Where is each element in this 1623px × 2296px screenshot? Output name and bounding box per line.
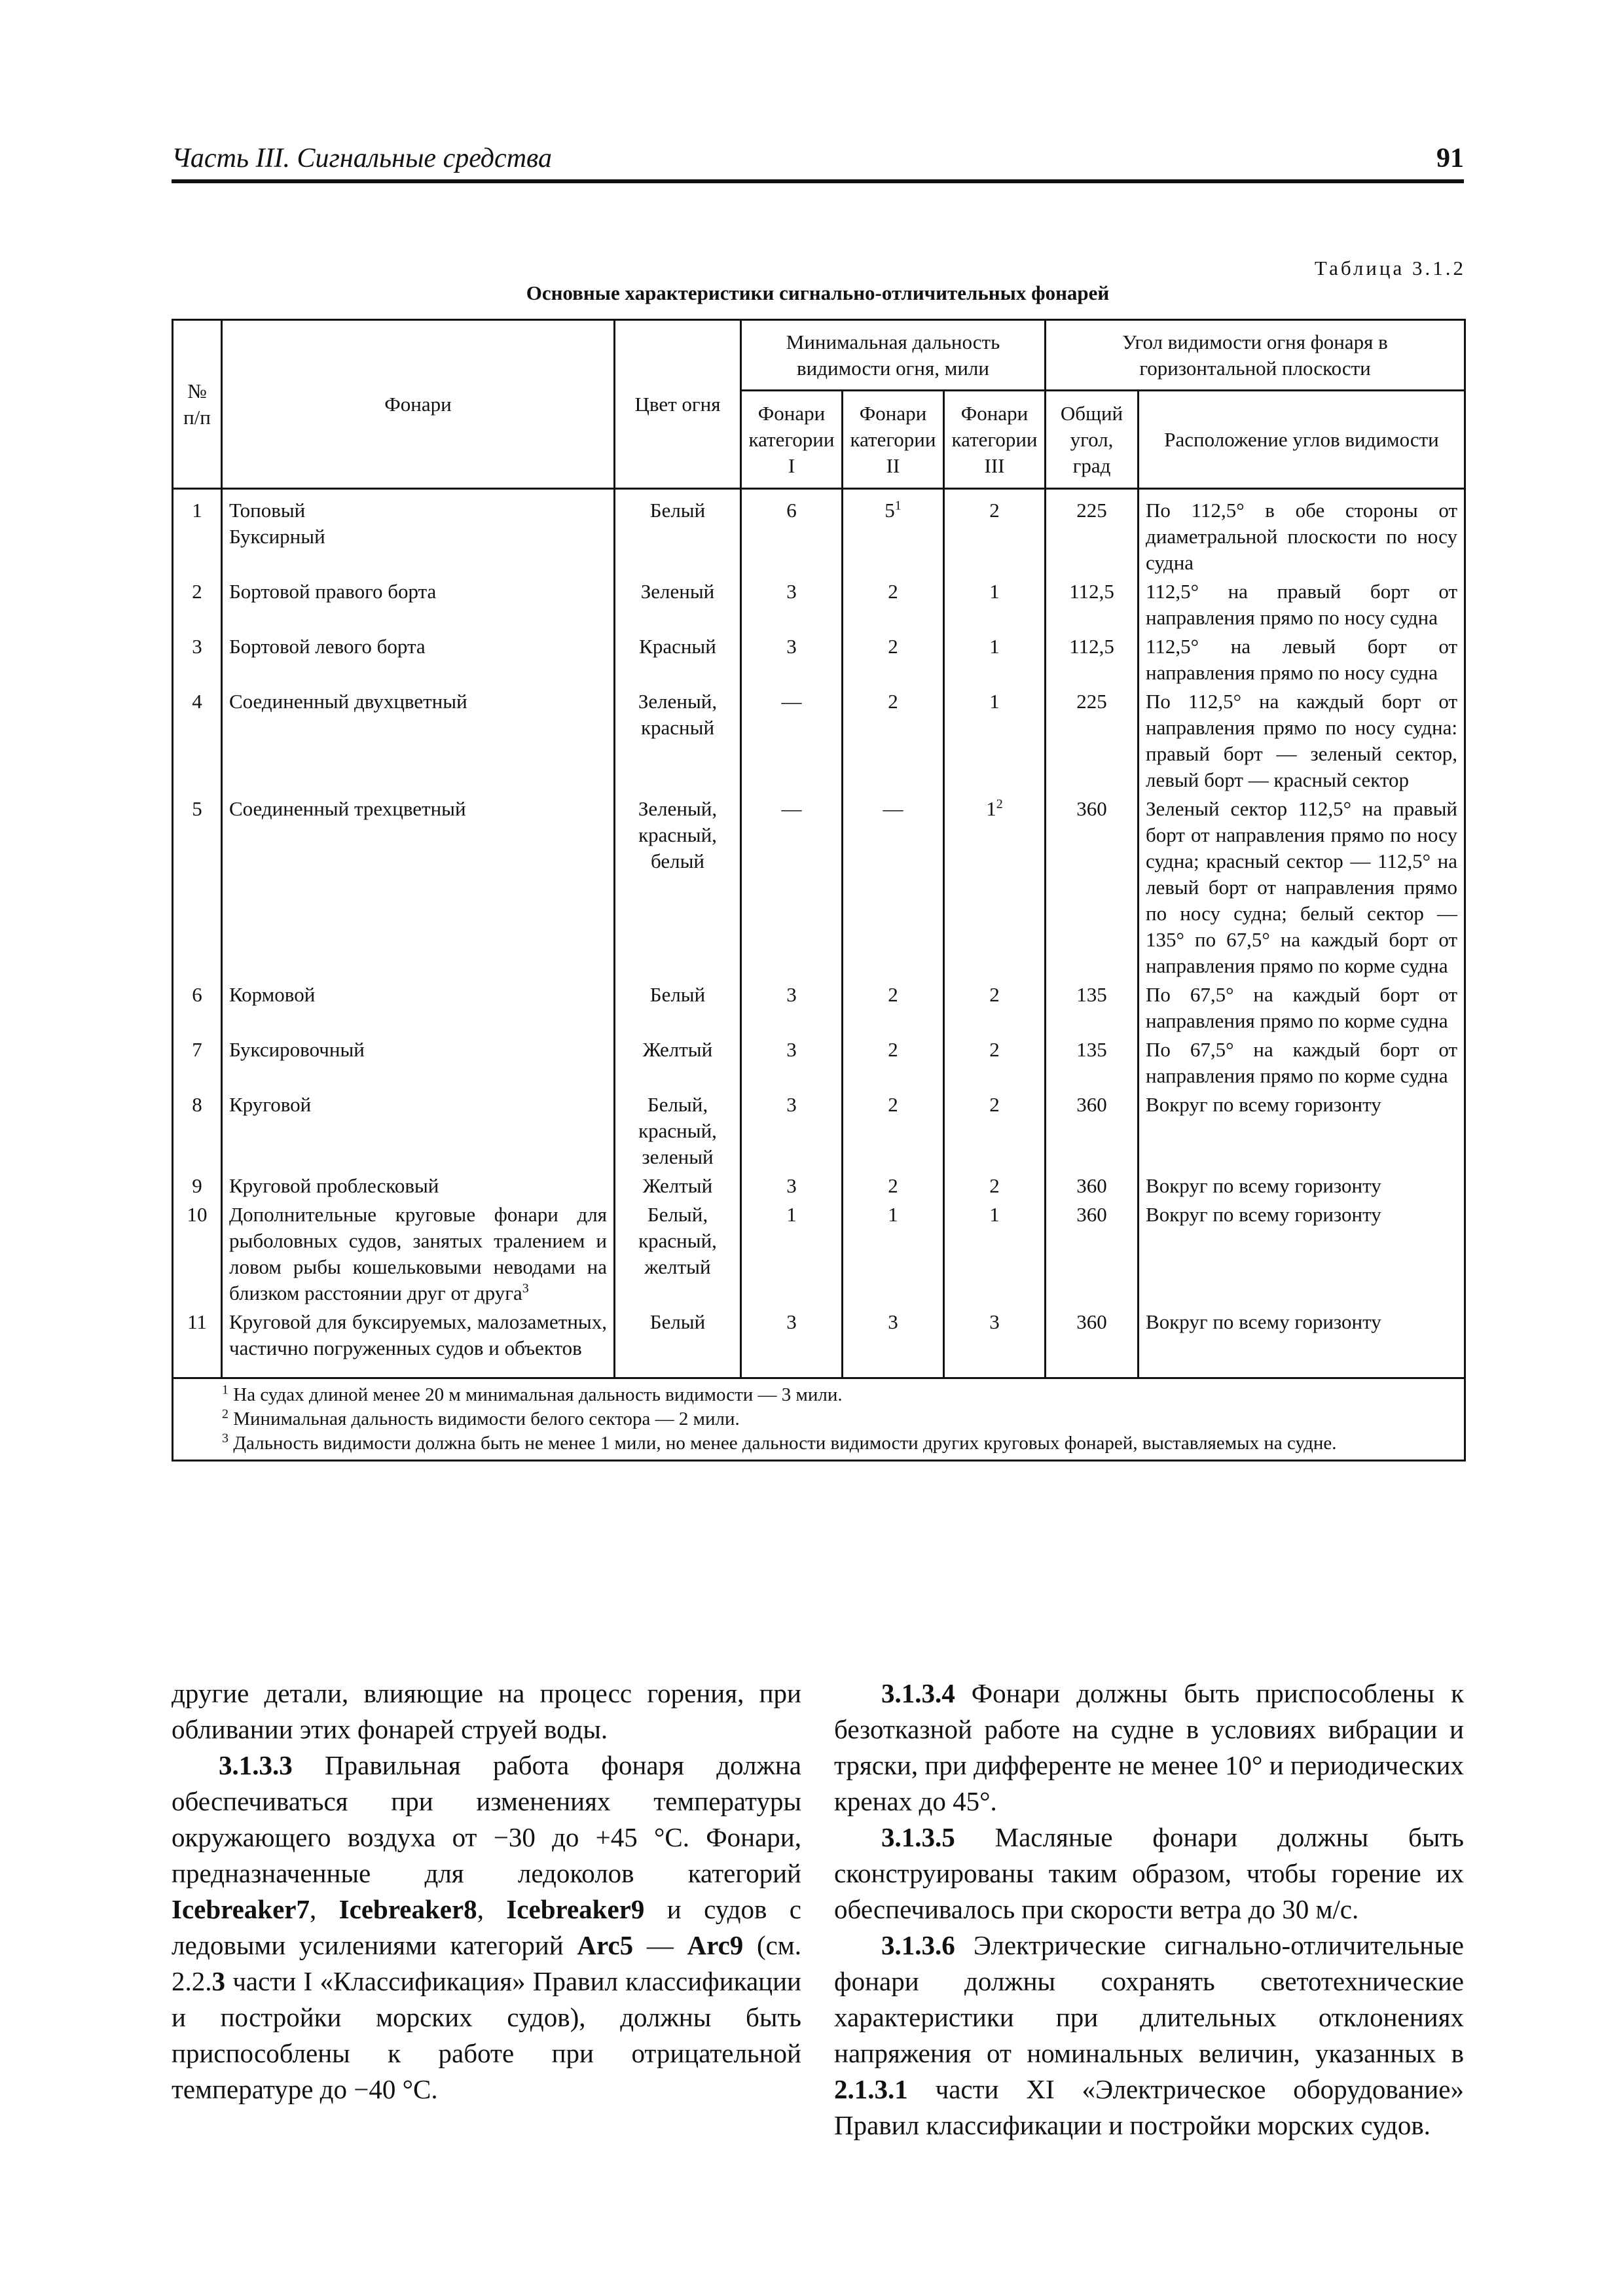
table-row (173, 632, 1465, 687)
cell-cat3: 2 (944, 980, 1046, 1035)
cell-cat3: 2 (944, 1090, 1046, 1172)
cell-name: Круговой проблесковый (222, 1172, 615, 1200)
cell-angle: 135 (1046, 1035, 1139, 1090)
cell-color: Зеленый, красный, белый (615, 795, 741, 980)
cell-cat1: 3 (741, 1090, 843, 1172)
cell-cat2: 3 (843, 1308, 944, 1378)
cell-number: 7 (173, 1035, 222, 1090)
cell-name: Топовый Буксирный (222, 489, 615, 578)
cell-cat3: 1 (944, 1200, 1046, 1308)
cell-layout: 112,5° на левый борт от направления прямо по носу судна (1139, 632, 1465, 687)
cell-name: Круговой для буксируемых, малозаметных, частично погруженных судов и объектов (222, 1308, 615, 1378)
cell-layout: Вокруг по всему горизонту (1139, 1090, 1465, 1172)
table-row (173, 1090, 1465, 1172)
footnote-2: $^2$ Минимальная дальность видимости белого сектора — 2 мили. (222, 1407, 740, 1429)
cell-layout: Вокруг по всему горизонту (1139, 1308, 1465, 1378)
cell-cat3: 1 (944, 632, 1046, 687)
cell-cat3: 3 (944, 1308, 1046, 1378)
cell-number: 8 (173, 1090, 222, 1172)
cell-color: Красный (615, 632, 741, 687)
cell-number: 3 (173, 632, 222, 687)
cell-cat3: 1 (944, 687, 1046, 795)
table-footnotes (173, 1378, 1465, 1461)
cell-number: 10 (173, 1200, 222, 1308)
table-row (173, 1200, 1465, 1308)
cell-cat3: 2 (944, 1035, 1046, 1090)
cell-cat2: $5^1$ (843, 489, 944, 578)
cell-name: Дополнительные круговые фонари для рыболовных судов, занятых тралением и ловом рыбы кошельковыми неводами на близком расстоянии друг от друга$^3$ (222, 1200, 615, 1308)
cell-angle: 225 (1046, 687, 1139, 795)
cell-cat2: 2 (843, 1090, 944, 1172)
paragraph-3-1-3-5: 3.1.3.5 Масляные фонари должны быть сконструированы таким образом, чтобы горение их обеспечивалось при скорости ветра до 30 м/с. (834, 1822, 1464, 1924)
cell-number: 2 (173, 577, 222, 632)
right-column (834, 1676, 1464, 2144)
table-title: Основные характеристики сигнально-отличительных фонарей (526, 281, 1110, 304)
page-header (172, 143, 1464, 183)
cell-number: 5 (173, 795, 222, 980)
cell-cat1: 3 (741, 1308, 843, 1378)
table-row (173, 980, 1465, 1035)
cell-color: Зеленый, красный (615, 687, 741, 795)
th-angle-group: Угол видимости огня фонаря в горизонтальной плоскости (1046, 320, 1465, 391)
cell-name: Бортовой правого борта (222, 577, 615, 632)
th-color: Цвет огня (615, 320, 741, 489)
table-row (173, 577, 1465, 632)
cell-cat3: 2 (944, 489, 1046, 578)
cell-cat1: 6 (741, 489, 843, 578)
cell-cat1: 3 (741, 632, 843, 687)
cell-cat3: $1^2$ (944, 795, 1046, 980)
cell-cat1: 1 (741, 1200, 843, 1308)
cell-layout: Вокруг по всему горизонту (1139, 1172, 1465, 1200)
cell-color: Белый, красный, зеленый (615, 1090, 741, 1172)
cell-cat1: — (741, 687, 843, 795)
cell-color: Белый (615, 980, 741, 1035)
cell-cat2: — (843, 795, 944, 980)
th-cat3: Фонари категории III (944, 391, 1046, 489)
cell-layout: Вокруг по всему горизонту (1139, 1200, 1465, 1308)
table-row (173, 489, 1465, 578)
running-title: Часть III. Сигнальные средства (172, 143, 552, 173)
cell-cat1: 3 (741, 980, 843, 1035)
paragraph-3-1-3-6: 3.1.3.6 Электрические сигнально-отличительные фонари должны сохранять светотехнические характеристики при длительных отклонениях напряжения от номинальных величин, указанных в 2.1.3.1 части XI «Электрическое оборудование» Правил классификации и постройки морских судов. (834, 1930, 1464, 2140)
cell-name: Соединенный двухцветный (222, 687, 615, 795)
cell-color: Белый (615, 1308, 741, 1378)
cell-angle: 360 (1046, 1090, 1139, 1172)
cell-cat2: 2 (843, 980, 944, 1035)
cell-cat2: 1 (843, 1200, 944, 1308)
cell-layout: По 67,5° на каждый борт от направления прямо по корме судна (1139, 980, 1465, 1035)
paragraph-3-1-3-3: 3.1.3.3 Правильная работа фонаря должна обеспечиваться при изменениях температуры окружающего воздуха от −30 до +45 °С. Фонари, предназначенные для ледоколов категорий Icebreaker7, Icebreaker8, Icebreaker9 и судов с ледовыми усилениями категорий Arc5 — Arc9 (см. 2.2.3 части I «Классификация» Правил классификации и постройки морских судов), должны быть приспособлены к работе при отрицательной температуре до −40 °С. (172, 1750, 802, 2104)
cell-name: Круговой (222, 1090, 615, 1172)
cell-layout: По 67,5° на каждый борт от направления прямо по корме судна (1139, 1035, 1465, 1090)
cell-number: 11 (173, 1308, 222, 1378)
cell-cat3: 2 (944, 1172, 1046, 1200)
cell-layout: 112,5° на правый борт от направления прямо по носу судна (1139, 577, 1465, 632)
page-number: 91 (1436, 143, 1464, 173)
cell-layout: Зеленый сектор 112,5° на правый борт от направления прямо по носу судна; красный сектор — 112,5° на левый борт от направления прямо по носу судна; белый сектор — 135° по 67,5° на каждый борт от направления прямо по корме судна (1139, 795, 1465, 980)
table-row (173, 1308, 1465, 1378)
cell-cat1: — (741, 795, 843, 980)
cell-cat2: 2 (843, 687, 944, 795)
cell-name: Соединенный трехцветный (222, 795, 615, 980)
table-number: Таблица 3.1.2 (1314, 257, 1466, 279)
cell-number: 6 (173, 980, 222, 1035)
cell-angle: 360 (1046, 1308, 1139, 1378)
footnote-3: $^3$ Дальность видимости должна быть не менее 1 мили, но менее дальности видимости других круговых фонарей, выставляемых на судне. (222, 1431, 1337, 1454)
cell-number: 4 (173, 687, 222, 795)
table-row (173, 795, 1465, 980)
th-cat1: Фонари категории I (741, 391, 843, 489)
cell-cat3: 1 (944, 577, 1046, 632)
cell-angle: 360 (1046, 795, 1139, 980)
table-row (173, 1035, 1465, 1090)
cell-angle: 225 (1046, 489, 1139, 578)
th-angle-layout: Расположение углов видимости (1139, 391, 1465, 489)
cell-number: 9 (173, 1172, 222, 1200)
cell-color: Белый (615, 489, 741, 578)
footnote-1: $^1$ На судах длиной менее 20 м минимальная дальность видимости — 3 мили. (222, 1382, 843, 1405)
cell-angle: 112,5 (1046, 577, 1139, 632)
cell-layout: По 112,5° на каждый борт от направления прямо по носу судна: правый борт — зеленый сектор, левый борт — красный сектор (1139, 687, 1465, 795)
cell-cat1: 3 (741, 1172, 843, 1200)
cell-cat2: 2 (843, 1035, 944, 1090)
table-row (173, 687, 1465, 795)
cell-name: Кормовой (222, 980, 615, 1035)
cell-name: Буксировочный (222, 1035, 615, 1090)
left-column (172, 1676, 801, 2108)
th-total-angle: Общий угол, град (1046, 391, 1139, 489)
paragraph: другие детали, влияющие на процесс горения, при обливании этих фонарей струей воды. (172, 1678, 801, 1744)
cell-angle: 360 (1046, 1172, 1139, 1200)
cell-cat2: 2 (843, 1172, 944, 1200)
cell-angle: 360 (1046, 1200, 1139, 1308)
cell-number: 1 (173, 489, 222, 578)
cell-cat1: 3 (741, 577, 843, 632)
cell-cat2: 2 (843, 577, 944, 632)
cell-angle: 135 (1046, 980, 1139, 1035)
th-num: № п/п (173, 320, 222, 489)
th-range-group: Минимальная дальность видимости огня, мили (741, 320, 1046, 391)
th-lights: Фонари (222, 320, 615, 489)
cell-color: Желтый (615, 1035, 741, 1090)
cell-color: Желтый (615, 1172, 741, 1200)
cell-color: Белый, красный, желтый (615, 1200, 741, 1308)
cell-layout: По 112,5° в обе стороны от диаметральной плоскости по носу судна (1139, 489, 1465, 578)
cell-angle: 112,5 (1046, 632, 1139, 687)
table-row (173, 1172, 1465, 1200)
lights-table (172, 319, 1466, 1462)
paragraph-3-1-3-4: 3.1.3.4 Фонари должны быть приспособлены к безотказной работе на судне в условиях вибрации и тряски, при дифференте не менее 10° и периодических кренах до 45°. (834, 1678, 1464, 1816)
cell-color: Зеленый (615, 577, 741, 632)
th-cat2: Фонари категории II (843, 391, 944, 489)
cell-name: Бортовой левого борта (222, 632, 615, 687)
cell-cat1: 3 (741, 1035, 843, 1090)
cell-cat2: 2 (843, 632, 944, 687)
